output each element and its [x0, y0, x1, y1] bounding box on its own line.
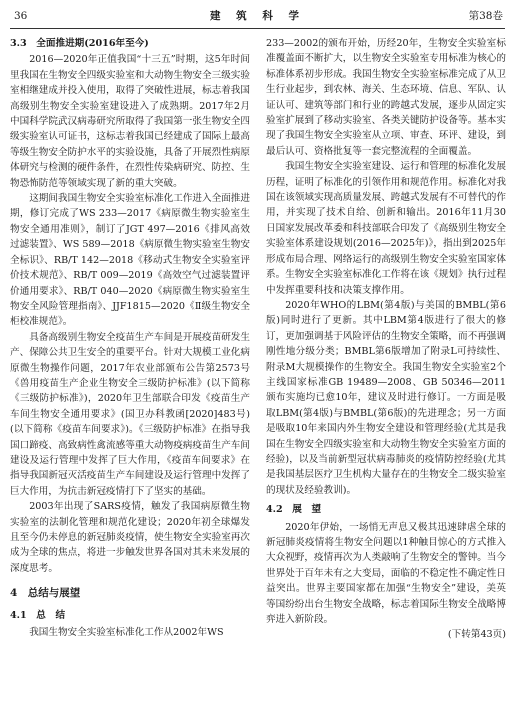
page-number: 36 — [14, 10, 28, 22]
journal-name: 建 筑 科 学 — [210, 10, 305, 22]
paragraph: 2016—2020年正值我国“十三五”时期，这5年时间里我国在生物安全四级实验室和大动物生物安全三级实验室相继建成并投入使用，取得了突破性进展，标志着我国高级别生物安全实验室建设进入了成熟期。2017年2月中国科学院武汉病毒研究所取得了我国第一张生物安全四级实验室认可证书，这标志着我国已经建成了国际上最高等级生物安全防护水平的实验设施，具备了开展烈性病原体研究与检测的硬件条件，在烈性传染病研究、防控、生物恐怖防范等领域实现了新的重大突破。 — [10, 54, 250, 189]
paragraph: 具备高级别生物安全疫苗生产车间是开展疫苗研发生产、保障公共卫生安全的重要平台。针对大规模工业化病原微生物操作问题，2017年农业部颁布公告第2573号《兽用疫苗生产企业生物安全三级防护标准》(以下简称《三级防护标准》)，2020年卫生部联合印发《疫苗生产车间生物安全通用要求》(国卫办科教函[2020]483号)(以下简称《疫苗车间要求》)。《三级防护标准》在指导我国口蹄疫、高致病性禽流感等重大动物疫病疫苗生产车间建设及运行管理中发挥了巨大作用，《疫苗车间要求》在指导我国新冠灭活疫苗生产车间建设及运行管理中发挥了巨大作用，为抗击新冠疫情打下了坚实的基础。 — [10, 331, 250, 497]
section-4-1-heading: 4.1 总 结 — [10, 609, 66, 621]
paragraph: 我国生物安全实验室建设、运行和管理的标准化发展历程，证明了标准化的引领作用和规范作用。标准化对我国在该领域实现高质量发展、跨越式发展有不可替代的作用，并实现了技术自给、创新和输出。2016年11月30日国家发展改革委和科技部联合印发了《高级别生物安全实验室体系建设规划(2016—2025年)》，指出到2025年形成布局合理、网络运行的高级别生物安全实验室国家体系。生物安全实验室标准化工作将在该《规划》执行过程中发挥重要科技和决策支撑作用。 — [266, 161, 506, 296]
paragraph: 2003年出现了SARS疫情，触发了我国病原微生物实验室的法制化管理和规范化建设；2020年初全球爆发且至今仍未停息的新冠肺炎疫情，使生物安全实验室再次成为全球的焦点，将进一步触发世界各国对其未来发展的深度思考。 — [10, 501, 250, 574]
section-4-2-heading: 4.2 展 望 — [266, 504, 322, 516]
right-column — [266, 36, 506, 718]
volume-label: 第38卷 — [468, 10, 503, 22]
paragraph: 2020年伊始，一场悄无声息又极其迅速肆虐全球的新冠肺炎疫情将生物安全问题以1种触目惊心的方式推入大众视野，疫情再次为人类敲响了生物安全的警钟。当今世界处于百年未有之大变局，面临的不稳定性不确定性日益突出。世界主要国家都在加强“生物安全”建设，美英等国纷纷出台生物安全战略，标志着国际生物安全战略博弈进入新阶段。 — [266, 521, 506, 626]
continued-note: (下转第43页) — [447, 629, 506, 641]
paragraph: 2020年WHO的LBM(第4版)与美国的BMBL(第6版)同时进行了更新。其中LBM第4版进行了很大的修订，更加强调基于风险评估的生物安全策略，而不再强调刚性地分级分类；BMBL第6版增加了附录L可持续性、附录M大规模操作的生物安全。我国生物安全实验室2个主线国家标准GB 19489—2008、GB 50346—2011颁布实施均已愈10年，建议及时进行修订。一方面是吸取LBM(第4版)与BMBL(第6版)的先进理念；另一方面是吸取10年来国内外生物安全建设和管理经验(尤其是我国在生物安全四级实验室和大动物生物安全实验室方面的经验)，以及当前新型冠状病毒肺炎的疫情防控经验(尤其是我国基层医疗卫生机构大量存在的生物安全二级实验室的现状及经验教训)。 — [266, 299, 506, 496]
section-3-3-heading: 3.3 全面推进期(2016年至今) — [10, 38, 149, 49]
paragraph: 我国生物安全实验室标准化工作从2002年WS — [29, 627, 224, 639]
paragraph: 这期间我国生物安全实验室标准化工作进入全面推进期，修订完成了WS 233—2017《病原微生物实验室生物安全通用准则》，制订了JGT 497—2016《排风高效过滤装置》、WS 589—2018《病原微生物实验室生物安全标识》、RB/T 142—2018《移动式生物安全实验室评价技术规范》、RB/T 009—2019《高效空气过滤装置评价通用要求》、RB/T 040—2020《病原微生物实验室生物安全风险管理指南》、JJF1815—2020《Ⅱ级生物安全柜校准规范》。 — [10, 193, 250, 328]
left-column — [10, 36, 250, 718]
page-header — [10, 4, 505, 29]
section-4-heading: 4 总结与展望 — [10, 587, 81, 600]
paragraph: 233—2002的颁布开始，历经20年，生物安全实验室标准覆盖面不断扩大，以生物安全实验室专用标准为核心的标准体系初步形成。我国生物安全实验室标准完成了从卫生行业起步，到农林、海关、生态环境、信息、军队、认证认可、建筑等部门和行业的跨越式发展，逐步从固定实验室扩展到了移动实验室、各类关键防护设备等。基本实现了我国生物安全实验室从立项、审查、环评、建设，到最后认可、资格批复等一套完整流程的全面覆盖。 — [266, 38, 506, 157]
